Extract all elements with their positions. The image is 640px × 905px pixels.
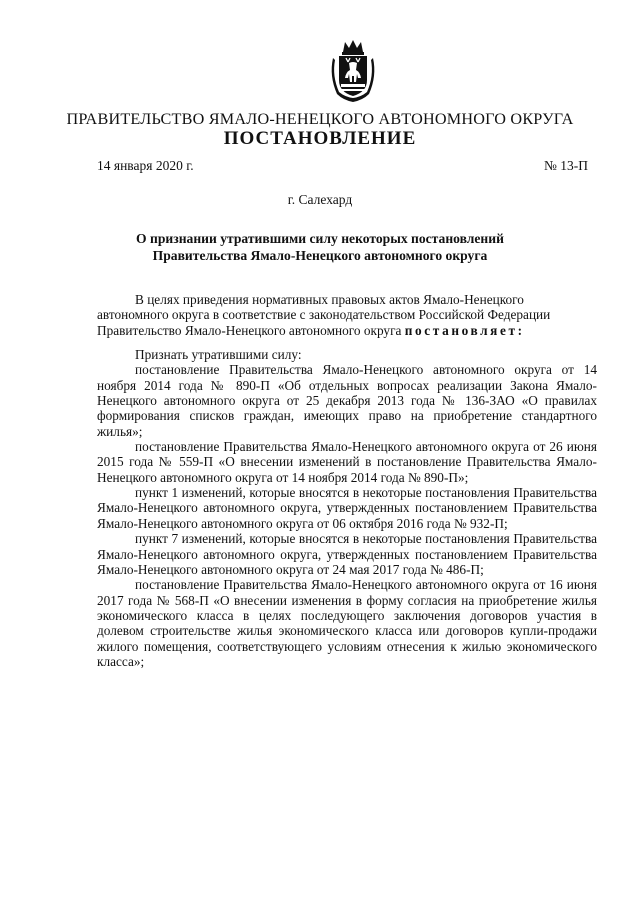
document-number: № 13-П	[543, 158, 588, 173]
preamble-line-3	[97, 323, 597, 338]
preamble-line-2: автономного округа в соответствие с законодательством Российской Федерации	[97, 307, 551, 323]
title-line-2: Правительства Ямало-Ненецкого автономного округа	[152, 248, 488, 263]
document-city: г. Салехард	[287, 192, 353, 207]
list-item: постановление Правительства Ямало-Ненецкого автономного округа от 26 июня 2015 года № 559-П «О внесении изменений в постановление Правительства Ямало-Ненецкого автономного округа от 14 ноября 2014 года № 890-П»;	[97, 439, 597, 485]
document-body	[97, 292, 597, 669]
list-intro: Признать утратившими силу:	[135, 347, 302, 363]
government-name: ПРАВИТЕЛЬСТВО ЯМАЛО-НЕНЕЦКОГО АВТОНОМНОГО ОКРУГА	[66, 110, 574, 128]
coat-of-arms-icon	[327, 40, 379, 106]
document-title	[60, 230, 580, 264]
title-line-1: О признании утратившими силу некоторых постановлений	[136, 231, 504, 246]
decree-word: постановляет:	[404, 322, 525, 338]
document-date: 14 января 2020 г.	[97, 158, 194, 173]
list-item: пункт 7 изменений, которые вносятся в некоторые постановления Правительства Ямало-Ненецкого автономного округа, утвержденных постановлением Правительства Ямало-Ненецкого автономного округа от 24 мая 2017 года № 486-П;	[97, 531, 597, 577]
preamble	[97, 292, 597, 338]
list-item: постановление Правительства Ямало-Ненецкого автономного округа от 14 ноября 2014 года № 890-П «Об отдельных вопросах реализации Закона Ямало-Ненецкого автономного округа от 25 декабря 2013 года № 136-ЗАО «О правилах формирования списков граждан, имеющих право на приобретение стандартного жилья»;	[97, 362, 597, 439]
list-item: пункт 1 изменений, которые вносятся в некоторые постановления Правительства Ямало-Ненецкого автономного округа, утвержденных постановлением Правительства Ямало-Ненецкого автономного округа от 06 октября 2016 года № 932-П;	[97, 485, 597, 531]
preamble-line-1: В целях приведения нормативных правовых актов Ямало-Ненецкого	[135, 292, 524, 307]
list-item: постановление Правительства Ямало-Ненецкого автономного округа от 16 июня 2017 года № 568-П «О внесении изменения в форму согласия на приобретение жилья экономического класса в целях последующего заключения договоров участия в долевом строительстве жилья экономического класса или договоров купли-продажи жилого помещения, соответствующего условиям отнесения к жилью экономического класса»;	[97, 577, 597, 669]
preamble-subject: Правительство Ямало-Ненецкого автономного округа	[97, 322, 402, 338]
document-type: ПОСТАНОВЛЕНИЕ	[223, 128, 417, 149]
